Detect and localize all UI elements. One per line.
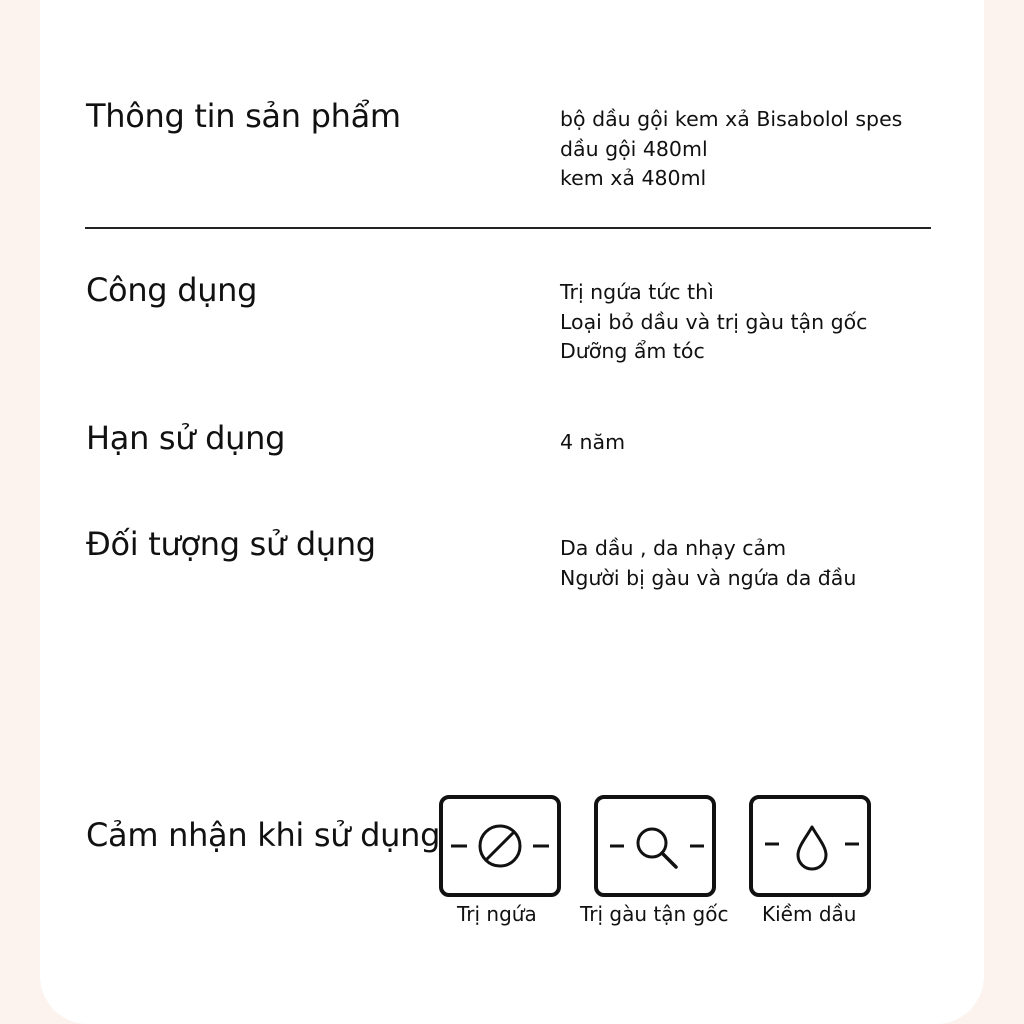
section-divider <box>85 227 931 229</box>
section-label-experience: Cảm nhận khi sử dụng <box>86 816 441 854</box>
section-label-target-users: Đối tượng sử dụng <box>86 525 376 563</box>
magnifier-icon <box>594 795 716 897</box>
icon-caption: Trị ngứa <box>457 902 537 926</box>
value-line: dầu gội 480ml <box>560 136 708 161</box>
value-line: kem xả 480ml <box>560 166 707 190</box>
value-line: 4 năm <box>560 430 626 454</box>
icon-caption: Trị gàu tận gốc <box>580 902 729 926</box>
no-itch-icon <box>439 795 561 897</box>
section-label-expiry: Hạn sử dụng <box>86 419 286 457</box>
section-value-target-users <box>560 534 856 593</box>
section-label-product-info: Thông tin sản phẩm <box>86 97 401 135</box>
section-value-expiry <box>560 428 625 458</box>
value-line: Người bị gàu và ngứa da đầu <box>560 565 857 590</box>
icon-caption: Kiềm dầu <box>762 902 857 926</box>
value-line: Loại bỏ dầu và trị gàu tận gốc <box>560 309 868 334</box>
section-value-product-info <box>560 105 902 194</box>
value-line: Trị ngứa tức thì <box>560 280 714 304</box>
section-label-usage: Công dụng <box>86 271 258 309</box>
value-line: Dưỡng ẩm tóc <box>560 339 705 363</box>
oil-drop-icon <box>749 795 871 897</box>
value-line: bộ dầu gội kem xả Bisabolol spes <box>560 107 903 131</box>
value-line: Da dầu , da nhạy cảm <box>560 536 787 560</box>
section-value-usage <box>560 278 867 367</box>
